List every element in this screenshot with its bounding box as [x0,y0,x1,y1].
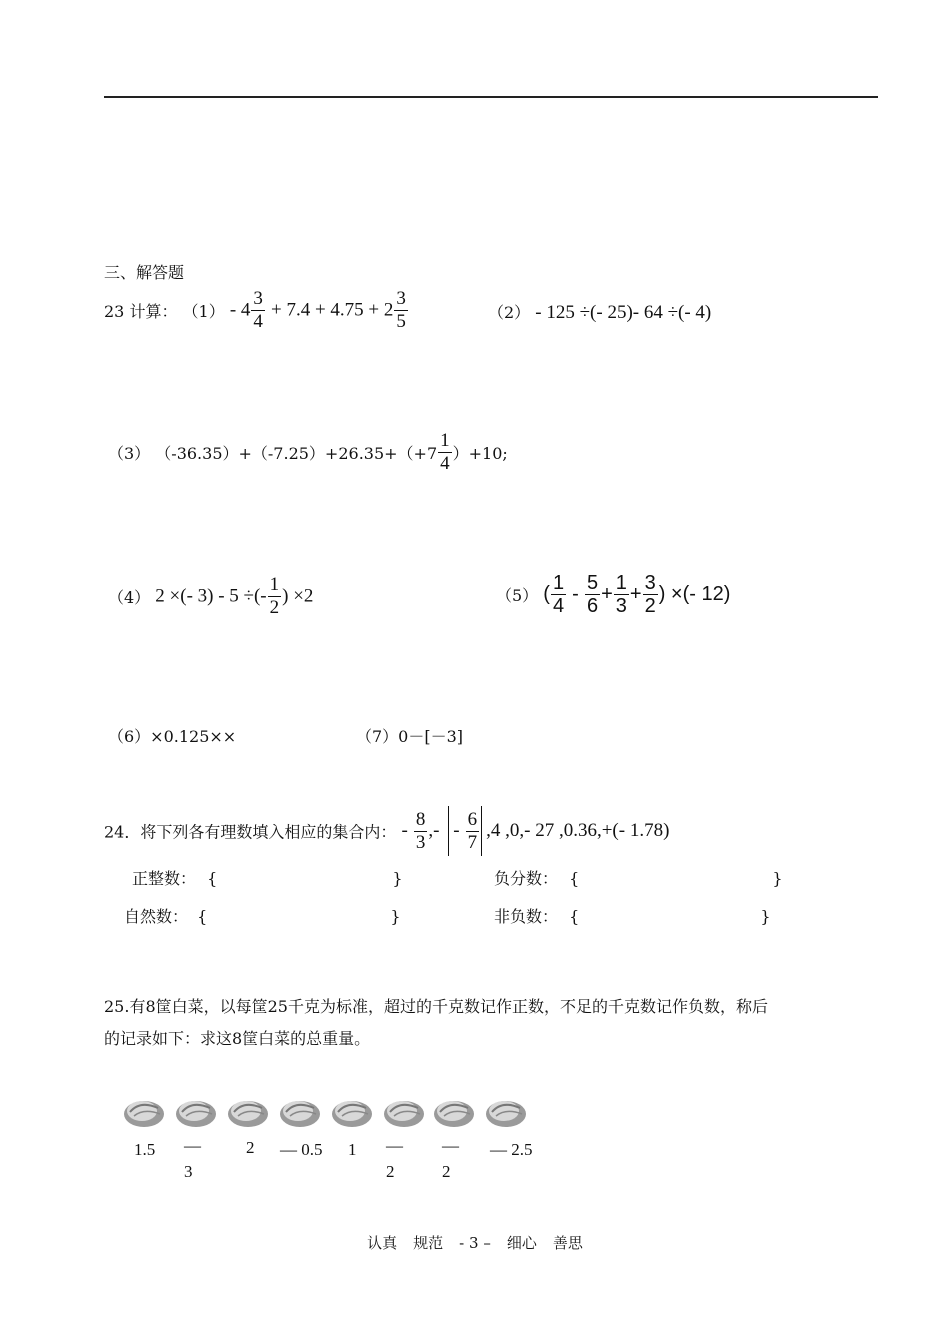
set-label: 自然数： [124,907,189,926]
q23-p1-frac-b-den: 5 [396,311,406,332]
cabbage-icon [484,1094,528,1130]
q23-p5 [496,572,730,617]
q23-p5-f2n: 5 [586,572,599,594]
set-open: { [197,907,208,926]
set-open: { [569,907,580,926]
set-open: { [207,869,218,888]
q23-p4-label: （4） [108,588,151,607]
q23-p7: （7）0－[－3] [356,727,464,746]
q23-p5-f4d: 2 [644,595,656,617]
section-title: 三、解答题 [104,263,185,282]
q23-p5-op3: + [629,583,642,605]
q23-p3-num: 1 [440,430,450,451]
q24-mid: ,- [428,820,445,841]
cabbage-icon [278,1094,322,1130]
q23-p2 [488,300,711,324]
q23-p2-expr: - 125 ÷(- 25)- 64 ÷(- 4) [535,302,712,323]
cabbage-icon [226,1094,270,1130]
page-footer [0,1232,950,1253]
record-2-value: 3 [184,1162,193,1181]
q23-p3-den: 4 [440,453,450,474]
q23-p1-a: - 4 [229,299,251,321]
set-label: 正整数： [132,869,197,888]
q23-p2-label: （2） [488,303,531,322]
q23-p5-f1d: 4 [552,595,565,617]
q23-p3-post: ）+10; [452,444,508,463]
q23-p4-frac [268,574,282,619]
q23-row-1 [104,288,409,333]
q23-p1-frac-b-num: 3 [396,288,406,309]
set-close: } [760,907,771,926]
q24-f2d: 7 [467,831,478,853]
record-6-sign: — [386,1136,403,1155]
q23-p6: （6）×0.125×× [108,727,237,746]
q24-post: ,4 ,0,- 27 ,0.36,+(- 1.78) [486,820,670,841]
page-number: - 3 – [459,1234,491,1252]
record-4: — 0.5 [280,1140,323,1159]
record-3: 2 [246,1138,255,1157]
q23-p5-f4n: 3 [644,572,656,594]
q23-p5-frac-1 [551,572,566,617]
footer-text-c: 细心 [506,1234,537,1252]
set-close: } [390,907,401,926]
q23-p5-frac-2 [585,572,600,617]
set-label: 非负数： [494,907,559,926]
set-negative-fraction [494,866,783,889]
footer-text-a: 认真 [367,1234,398,1252]
header-rule [104,96,878,98]
q24-prompt: 24．将下列各有理数填入相应的集合内： [104,822,397,842]
cabbage-icon [330,1094,374,1130]
set-natural [124,904,401,927]
q24-minus: - [401,820,408,841]
set-open: { [569,869,580,888]
q23-p5-f3d: 3 [615,595,627,617]
q24-f1n: 8 [415,808,426,830]
q23-p1-mid: + 7.4 + 4.75 + 2 [271,299,394,321]
q23-p5-label: （5） [496,586,539,605]
q23-p5-f3n: 1 [615,572,627,594]
q24-f2n: 6 [467,808,478,830]
record-2-sign: — [184,1136,201,1155]
set-positive-integer [132,866,403,889]
set-close: } [772,869,783,888]
q23-p4-post: ) ×2 [282,585,314,607]
q23-p5-frac-3 [614,572,629,617]
record-1: 1.5 [134,1140,156,1159]
q23-p4 [108,574,313,619]
q23-p1-frac-b [394,288,408,333]
q23-p1-frac-a [251,288,265,333]
q23-p5-op2: + [601,583,613,605]
abs-bar-left [448,806,449,856]
q23-p4-den: 2 [269,597,280,618]
record-6-value: 2 [386,1162,395,1181]
set-label: 负分数： [494,869,559,888]
record-8: — 2.5 [490,1140,533,1159]
q24-frac-1 [414,809,428,854]
set-close: } [392,869,403,888]
q25-line-1: 25.有8筐白菜，以每筐25千克为标准，超过的千克数记作正数，不足的千克数记作负数，称后 [104,997,768,1016]
footer-text-d: 善思 [552,1234,583,1252]
q23-p5-f1n: 1 [552,572,565,594]
q24-abs-minus: - [453,820,460,841]
abs-bar-right [481,806,482,856]
q24-row [104,806,669,856]
cabbage-icon [174,1094,218,1130]
record-7-value: 2 [442,1162,451,1181]
q23-p3 [108,430,508,475]
cabbage-icon [432,1094,476,1130]
q23-p5-op1: - [572,583,579,605]
q23-p5-open: ( [543,583,550,605]
footer-text-b: 规范 [413,1234,444,1252]
cabbage-icon [122,1094,166,1130]
q23-p3-frac [438,430,452,475]
q23-p5-close: ) ×(- 12) [658,583,731,605]
cabbage-icon [382,1094,426,1130]
q25-line-2: 的记录如下：求这8筐白菜的总重量。 [104,1029,371,1048]
record-5: 1 [348,1140,357,1159]
set-non-negative [494,904,771,927]
q23-p3-pre: （-36.35）+（-7.25）+26.35+（+7 [155,444,438,463]
record-7-sign: — [442,1136,459,1155]
q23-p5-frac-4 [643,572,658,617]
q23-p4-num: 1 [269,574,280,595]
q23-p4-pre: 2 ×(- 3) - 5 ÷(- [155,585,267,607]
q23-p1-label: （1） [182,302,225,321]
q24-frac-2 [466,809,480,854]
q23-p1-frac-a-den: 4 [253,311,263,332]
q24-f1d: 3 [415,831,426,853]
q23-p1-frac-a-num: 3 [253,288,263,309]
q23-p5-f2d: 6 [586,595,599,617]
q23-label: 23 计算： [104,302,178,321]
q23-p3-label: （3） [108,444,151,463]
